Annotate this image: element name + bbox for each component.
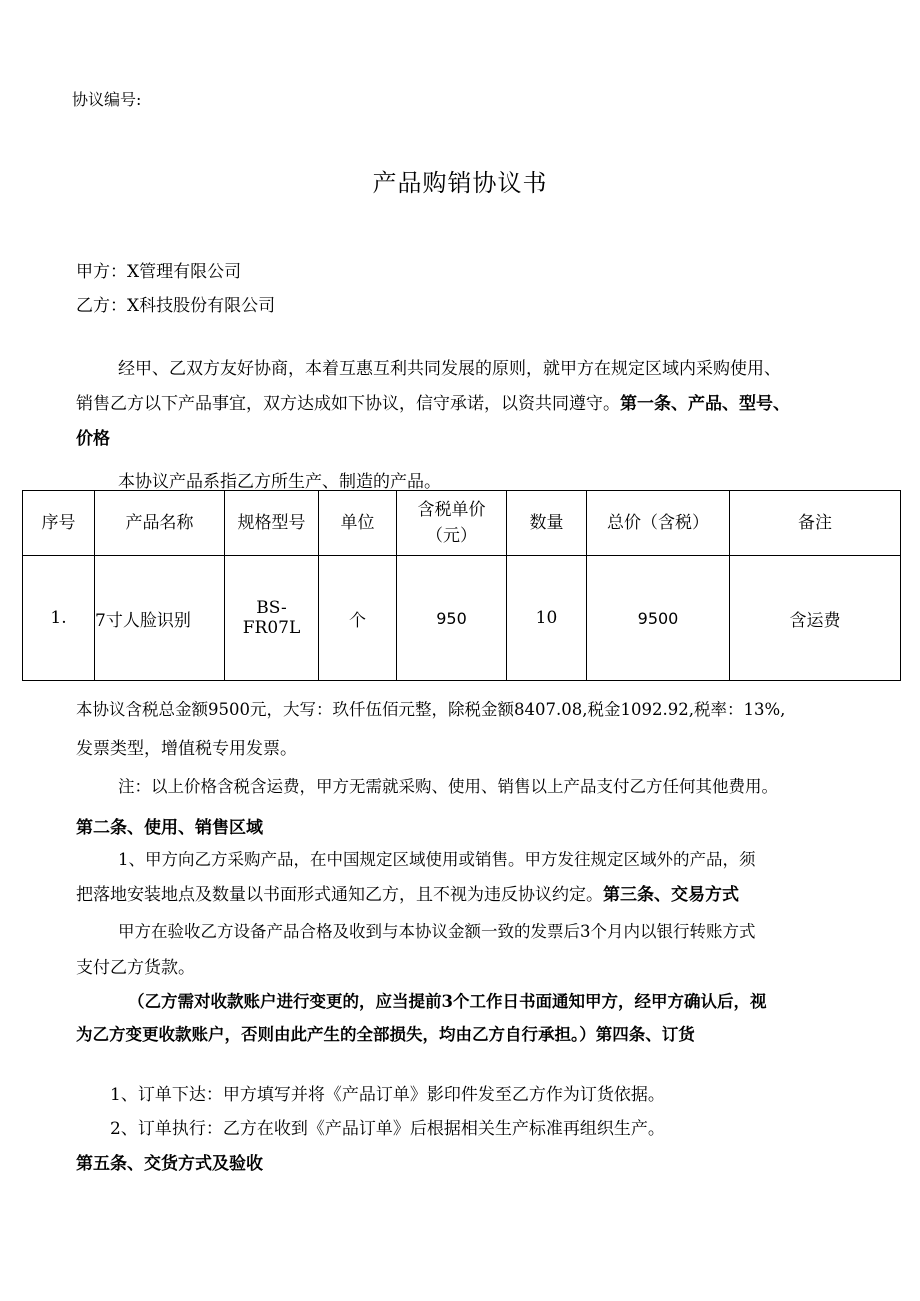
header-qty: 数量 [507, 491, 587, 556]
cell-price: 950 [397, 556, 507, 681]
table-row [23, 556, 901, 681]
cell-qty: 10 [507, 556, 587, 681]
header-price-line1: 含税单价 [417, 500, 486, 520]
cell-unit: 个 [319, 556, 397, 681]
article4-item-1: 1、订单下达：甲方填写并将《产品订单》影印件发至乙方作为订货依据。 [110, 1085, 665, 1105]
article1-text: 本协议产品系指乙方所生产、制造的产品。 [118, 472, 441, 492]
cell-name: 7寸人脸识别 [95, 556, 225, 681]
party-a: 甲方：X管理有限公司 [76, 262, 242, 282]
intro-line-2-text: 销售乙方以下产品事宜，双方达成如下协议，信守承诺，以资共同遵守。 [76, 394, 620, 414]
article1-heading: 第一条、产品、型号、 [620, 394, 790, 414]
article3-line-2: 支付乙方货款。 [76, 958, 195, 978]
header-model: 规格型号 [225, 491, 319, 556]
article3-bold-line-2: 为乙方变更收款账户，否则由此产生的全部损失，均由乙方自行承担。）第四条、订货 [76, 1025, 695, 1044]
article3-heading: 第三条、交易方式 [603, 885, 739, 905]
total-amount-line-2: 发票类型，增值税专用发票。 [76, 739, 297, 759]
header-total: 总价（含税） [587, 491, 730, 556]
article2-heading: 第二条、使用、销售区域 [76, 818, 263, 838]
table-header-row [23, 491, 901, 556]
cell-seq: 1. [23, 556, 95, 681]
article2-line-2-text: 把落地安装地点及数量以书面形式通知乙方，且不视为违反协议约定。 [76, 885, 603, 905]
agreement-number-label: 协议编号: [72, 90, 142, 109]
header-price-line2: （元） [426, 526, 477, 546]
header-price [397, 491, 507, 556]
intro-line-2 [76, 387, 916, 422]
article4-item-2: 2、订单执行：乙方在收到《产品订单》后根据相关生产标准再组织生产。 [110, 1119, 665, 1139]
cell-model: BS-FR07L [225, 556, 319, 681]
total-amount-line-1: 本协议含税总金额9500元，大写：玖仟伍佰元整，除税金额8407.08,税金1092.92,税率：13%, [76, 700, 786, 719]
article2-line-1: 1、甲方向乙方采购产品，在中国规定区域使用或销售。甲方发往规定区域外的产品，须 [118, 850, 756, 869]
party-b: 乙方：X科技股份有限公司 [76, 296, 276, 316]
article2-line-2 [76, 880, 739, 905]
document-title: 产品购销协议书 [372, 169, 548, 197]
article3-line-1: 甲方在验收乙方设备产品合格及收到与本协议金额一致的发票后3个月内以银行转账方式 [118, 922, 756, 941]
article5-heading: 第五条、交货方式及验收 [76, 1154, 263, 1174]
header-unit: 单位 [319, 491, 397, 556]
intro-paragraph [76, 352, 916, 457]
cell-remark: 含运费 [730, 556, 901, 681]
product-table [22, 490, 901, 681]
price-note: 注：以上价格含税含运费，甲方无需就采购、使用、销售以上产品支付乙方任何其他费用。 [118, 777, 778, 796]
header-seq: 序号 [23, 491, 95, 556]
article1-heading-cont: 价格 [76, 429, 110, 449]
article3-bold-line-1: （乙方需对收款账户进行变更的，应当提前3个工作日书面通知甲方，经甲方确认后，视 [128, 992, 767, 1011]
cell-total: 9500 [587, 556, 730, 681]
header-name: 产品名称 [95, 491, 225, 556]
header-remark: 备注 [730, 491, 901, 556]
intro-line-1: 经甲、乙双方友好协商，本着互惠互利共同发展的原则，就甲方在规定区域内采购使用、 [118, 359, 781, 379]
